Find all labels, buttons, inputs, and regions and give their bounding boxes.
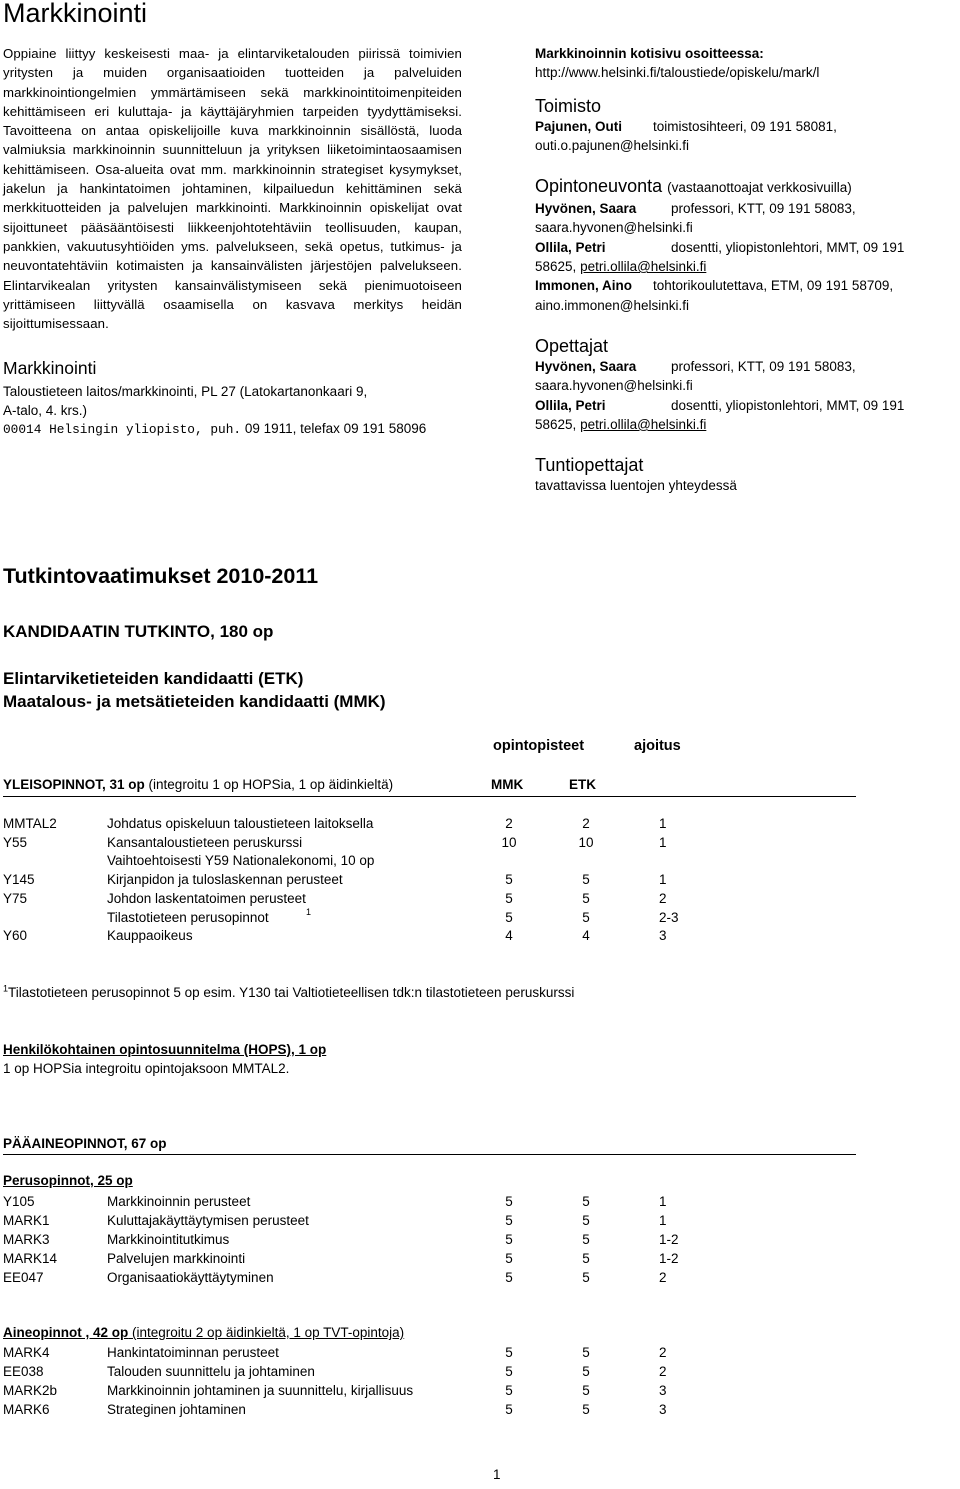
table-row bbox=[0, 851, 960, 870]
course-timing: 3 bbox=[659, 1402, 667, 1417]
table-row bbox=[0, 889, 960, 908]
advisor-1-name: Hyvönen, Saara bbox=[535, 201, 637, 217]
intermediate-studies-title: Aineopinnot , 42 op bbox=[3, 1325, 129, 1340]
homepage-label: Markkinoinnin kotisivu osoitteessa: bbox=[535, 46, 764, 61]
advisor-2-role: dosentti, yliopistonlehtori, MMT, 09 191 bbox=[671, 239, 905, 255]
office-name: Pajunen, Outi bbox=[535, 118, 623, 134]
etk-credits: 5 bbox=[582, 1194, 590, 1209]
degree-heading: KANDIDAATIN TUTKINTO, 180 op bbox=[3, 622, 274, 641]
mmk-credits: 5 bbox=[505, 1364, 513, 1379]
advisor-2-contact bbox=[535, 257, 955, 276]
etk-credits: 10 bbox=[578, 834, 594, 850]
teacher-2-role: dosentti, yliopistonlehtori, MMT, 09 191 bbox=[671, 397, 905, 413]
etk-credits: 5 bbox=[582, 1213, 590, 1228]
etk-credits: 5 bbox=[582, 1232, 590, 1247]
general-studies-note: (integroitu 1 op HOPSia, 1 op äidinkieltä) bbox=[148, 777, 394, 792]
course-code: MMTAL2 bbox=[3, 816, 57, 831]
course-timing: 1 bbox=[659, 816, 667, 831]
address-line-3 bbox=[3, 420, 462, 440]
table-row bbox=[0, 1249, 960, 1268]
table-row bbox=[0, 1343, 960, 1362]
course-timing: 1 bbox=[659, 1194, 667, 1209]
mmk-credits: 5 bbox=[505, 1383, 513, 1398]
course-timing: 1 bbox=[659, 1213, 667, 1228]
course-timing: 2 bbox=[659, 890, 667, 906]
etk-credits: 5 bbox=[582, 1383, 590, 1398]
course-timing: 1-2 bbox=[659, 1232, 679, 1247]
page-title: Markkinointi bbox=[3, 0, 148, 28]
office-role: toimistosihteeri, 09 191 58081, bbox=[653, 118, 837, 134]
mmk-credits: 5 bbox=[505, 909, 513, 925]
advisor-3-name: Immonen, Aino bbox=[535, 278, 632, 294]
table-row bbox=[0, 870, 960, 889]
course-timing: 2 bbox=[659, 1270, 667, 1285]
degree-mmk: Maatalous- ja metsätieteiden kandidaatti (MMK) bbox=[3, 692, 386, 711]
course-code: EE047 bbox=[3, 1270, 44, 1285]
intermediate-studies-note: (integroitu 2 op äidinkieltä, 1 op TVT-opintoja) bbox=[132, 1325, 405, 1340]
course-name: Hankintatoiminnan perusteet bbox=[107, 1345, 279, 1360]
course-code: Y55 bbox=[3, 834, 28, 850]
mmk-credits: 10 bbox=[501, 834, 517, 850]
advisor-2-email[interactable]: petri.ollila@helsinki.fi bbox=[580, 259, 707, 275]
course-name: Tilastotieteen perusopinnot bbox=[107, 909, 269, 925]
address-line-1: Taloustieteen laitos/markkinointi, PL 27 (Latokartanonkaari 9, bbox=[3, 384, 368, 400]
table-row bbox=[0, 1381, 960, 1400]
course-code: Y145 bbox=[3, 872, 35, 888]
intermediate-studies-heading bbox=[3, 1325, 404, 1340]
course-code: MARK6 bbox=[3, 1402, 50, 1417]
footnote-text: Tilastotieteen perusopinnot 5 op esim. Y130 tai Valtiotieteellisen tdk:n tilastotieteen peruskurssi bbox=[8, 985, 575, 1000]
etk-credits: 5 bbox=[582, 872, 590, 888]
table-row bbox=[0, 926, 960, 945]
etk-credits: 2 bbox=[582, 816, 590, 831]
course-name: Markkinoinnin johtaminen ja suunnittelu, kirjallisuus bbox=[107, 1383, 414, 1398]
mmk-credits: 4 bbox=[505, 928, 513, 944]
address-postal: 00014 Helsingin yliopisto, puh. bbox=[3, 422, 242, 438]
course-code: MARK14 bbox=[3, 1251, 58, 1266]
course-code: MARK4 bbox=[3, 1345, 50, 1360]
course-timing: 2 bbox=[659, 1345, 667, 1360]
major-heading: PÄÄAINEOPINNOT, 67 op bbox=[3, 1136, 167, 1151]
table-row bbox=[0, 1362, 960, 1381]
table-row bbox=[0, 1192, 960, 1211]
mmk-credits: 5 bbox=[505, 1270, 513, 1285]
course-timing: 1 bbox=[659, 834, 667, 850]
advice-heading: Opintoneuvonta bbox=[535, 176, 663, 197]
office-heading: Toimisto bbox=[535, 95, 602, 116]
mmk-credits: 5 bbox=[505, 1345, 513, 1360]
left-column bbox=[3, 44, 462, 440]
office-email[interactable]: outi.o.pajunen@helsinki.fi bbox=[535, 137, 690, 153]
teacher-2-contact bbox=[535, 415, 955, 434]
course-name: Vaihtoehtoisesti Y59 Nationalekonomi, 10 op bbox=[107, 853, 375, 869]
etk-credits: 5 bbox=[582, 909, 590, 925]
table-row: Tilastotieteen perusopinnot 1 5 5 2-3 bbox=[107, 906, 679, 925]
course-code: Y105 bbox=[3, 1194, 35, 1209]
table-row bbox=[0, 1268, 960, 1287]
advisor-1 bbox=[535, 199, 955, 218]
advisor-1-email[interactable]: saara.hyvonen@helsinki.fi bbox=[535, 220, 693, 236]
hourly-heading: Tuntiopettajat bbox=[535, 455, 644, 476]
course-code: Y75 bbox=[3, 890, 28, 906]
course-timing: 1 bbox=[659, 872, 667, 888]
teacher-1-name: Hyvönen, Saara bbox=[535, 358, 637, 374]
etk-credits: 5 bbox=[582, 1402, 590, 1417]
mmk-credits: 5 bbox=[505, 1213, 513, 1228]
general-studies-title: YLEISOPINNOT, 31 op bbox=[3, 777, 145, 792]
teachers-heading: Opettajat bbox=[535, 335, 609, 356]
hourly-note: tavattavissa luentojen yhteydessä bbox=[535, 478, 737, 494]
major-rule bbox=[3, 1154, 856, 1155]
teacher-1-role: professori, KTT, 09 191 58083, bbox=[671, 358, 856, 374]
course-code: MARK2b bbox=[3, 1383, 58, 1398]
teacher-2-phone: 58625, bbox=[535, 416, 577, 432]
etk-credits: 5 bbox=[582, 1251, 590, 1266]
etk-column-header: ETK bbox=[569, 777, 596, 792]
section-rule bbox=[3, 796, 856, 797]
advisor-2-phone: 58625, bbox=[535, 259, 577, 275]
advice-heading-row bbox=[535, 175, 955, 199]
course-name: Johdatus opiskeluun taloustieteen laitoksella bbox=[107, 816, 374, 831]
course-name: Kauppaoikeus bbox=[107, 928, 193, 944]
mmk-credits: 5 bbox=[505, 1251, 513, 1266]
teacher-2-email[interactable]: petri.ollila@helsinki.fi bbox=[580, 416, 707, 432]
address-line-2: A-talo, 4. krs.) bbox=[3, 402, 88, 418]
advice-note: (vastaanottoajat verkkosivuilla) bbox=[667, 180, 852, 196]
advisor-2-name: Ollila, Petri bbox=[535, 239, 606, 255]
etk-credits: 5 bbox=[582, 1270, 590, 1285]
etk-credits: 5 bbox=[582, 1364, 590, 1379]
course-name: Kirjanpidon ja tuloslaskennan perusteet bbox=[107, 872, 343, 888]
mmk-column-header: MMK bbox=[491, 777, 524, 792]
table-row bbox=[0, 1211, 960, 1230]
degree-etk: Elintarviketieteiden kandidaatti (ETK) bbox=[3, 669, 304, 688]
course-name: Markkinoinnin perusteet bbox=[107, 1194, 251, 1209]
mmk-credits: 5 bbox=[505, 1402, 513, 1417]
homepage-link[interactable]: http://www.helsinki.fi/taloustiede/opiskelu/mark/l bbox=[535, 65, 820, 81]
teacher-1-email[interactable]: saara.hyvonen@helsinki.fi bbox=[535, 378, 693, 394]
course-timing: 1-2 bbox=[659, 1251, 679, 1266]
course-name: Kuluttajakäyttäytymisen perusteet bbox=[107, 1213, 309, 1228]
address-phone: 09 1911, telefax 09 191 58096 bbox=[244, 421, 427, 437]
course-name: Markkinointitutkimus bbox=[107, 1232, 230, 1247]
basic-studies-heading: Perusopinnot, 25 op bbox=[3, 1173, 133, 1188]
etk-credits: 5 bbox=[582, 890, 590, 906]
course-timing: 3 bbox=[659, 928, 667, 944]
mmk-credits: 2 bbox=[505, 816, 513, 831]
mmk-credits: 5 bbox=[505, 890, 513, 906]
footnote-mark: 1 bbox=[3, 983, 9, 994]
hops-heading: Henkilökohtainen opintosuunnitelma (HOPS), 1 op bbox=[3, 1042, 327, 1057]
course-name: Talouden suunnittelu ja johtaminen bbox=[107, 1364, 315, 1379]
etk-credits: 5 bbox=[582, 1345, 590, 1360]
course-name: Strateginen johtaminen bbox=[107, 1402, 246, 1417]
credits-column-header: opintopisteet bbox=[493, 738, 585, 754]
timing-column-header: ajoitus bbox=[634, 738, 681, 754]
mmk-credits: 5 bbox=[505, 1194, 513, 1209]
mmk-credits: 5 bbox=[505, 872, 513, 888]
mmk-credits: 5 bbox=[505, 1232, 513, 1247]
teacher-1 bbox=[535, 357, 955, 376]
advisor-3-email[interactable]: aino.immonen@helsinki.fi bbox=[535, 297, 690, 313]
course-timing: 3 bbox=[659, 1383, 667, 1398]
etk-credits: 4 bbox=[582, 928, 590, 944]
table-row bbox=[0, 1400, 960, 1419]
advisor-1-role: professori, KTT, 09 191 58083, bbox=[671, 201, 856, 217]
address-heading: Markkinointi bbox=[3, 358, 97, 379]
hops-text: 1 op HOPSia integroitu opintojaksoon MMTAL2. bbox=[3, 1061, 290, 1076]
advisor-3-role: tohtorikoulutettava, ETM, 09 191 58709, bbox=[653, 278, 894, 294]
table-row bbox=[0, 833, 960, 852]
course-code: MARK1 bbox=[3, 1213, 50, 1228]
right-column bbox=[535, 44, 955, 495]
course-name: Organisaatiokäyttäytyminen bbox=[107, 1270, 274, 1285]
course-code: Y60 bbox=[3, 928, 28, 944]
course-code: EE038 bbox=[3, 1364, 44, 1379]
footnote bbox=[3, 985, 574, 1000]
course-timing: 2-3 bbox=[659, 909, 679, 925]
intro-paragraph: Oppiaine liittyy keskeisesti maa- ja elintarviketalouden piirissä toimivien yritysten ja muiden organisaatioiden tuotteiden ja palveluiden markkinointiongelmien ymmärtämiseen sekä markkinointitoimenpiteiden kehittämiseen eri kuluttaja- ja käyttäjäryhmien tarpeiden tyydyttämiseksi. Tavoitteena on antaa opiskelijoille kuva markkinoinnin sisällöstä, luoda valmiuksia markkinoinnin suunnitteluun ja yrityksen liiketoimintaosaamisen kehittämiseen. Osa-alueita ovat mm. markkinoinnin strategiset kysymykset, jakelun ja hankintatoimen johtaminen, kilpailuedun kehittäminen sekä merkkituotteiden ja palvelujen markkinointi. Markkinoinnin opiskelijat ovat sijoittuneet pääsääntöisesti liikkeenjohtotehtäviin teollisuuden, kaupan, pankkien, vakuutusyhtiöiden yms. palvelukseen, sekä opetus, tutkimus- ja neuvontatehtäviin kotimaisten ja kansainvälisten järjestöjen palvelukseen. Elintarvikealan yritysten kansainvälistymiseen sekä pienimuotoiseen yrittämiseen liittyvällä osaamisella on kasvava merkitys heidän sijoittumisessaan. bbox=[3, 46, 462, 332]
page-number: 1 bbox=[493, 1467, 501, 1482]
advisor-2 bbox=[535, 238, 955, 257]
office-contact bbox=[535, 117, 955, 136]
course-code: MARK3 bbox=[3, 1232, 50, 1247]
course-name: Kansantaloustieteen peruskurssi bbox=[107, 834, 303, 850]
course-name: Palvelujen markkinointi bbox=[107, 1251, 246, 1266]
teacher-2-name: Ollila, Petri bbox=[535, 397, 606, 413]
advisor-3 bbox=[535, 276, 955, 295]
teacher-2 bbox=[535, 396, 955, 415]
table-row bbox=[0, 1230, 960, 1249]
general-studies-heading bbox=[3, 777, 393, 792]
course-name: Johdon laskentatoimen perusteet bbox=[107, 890, 306, 906]
table-row bbox=[0, 814, 960, 833]
course-timing: 2 bbox=[659, 1364, 667, 1379]
requirements-heading: Tutkintovaatimukset 2010-2011 bbox=[3, 564, 319, 588]
